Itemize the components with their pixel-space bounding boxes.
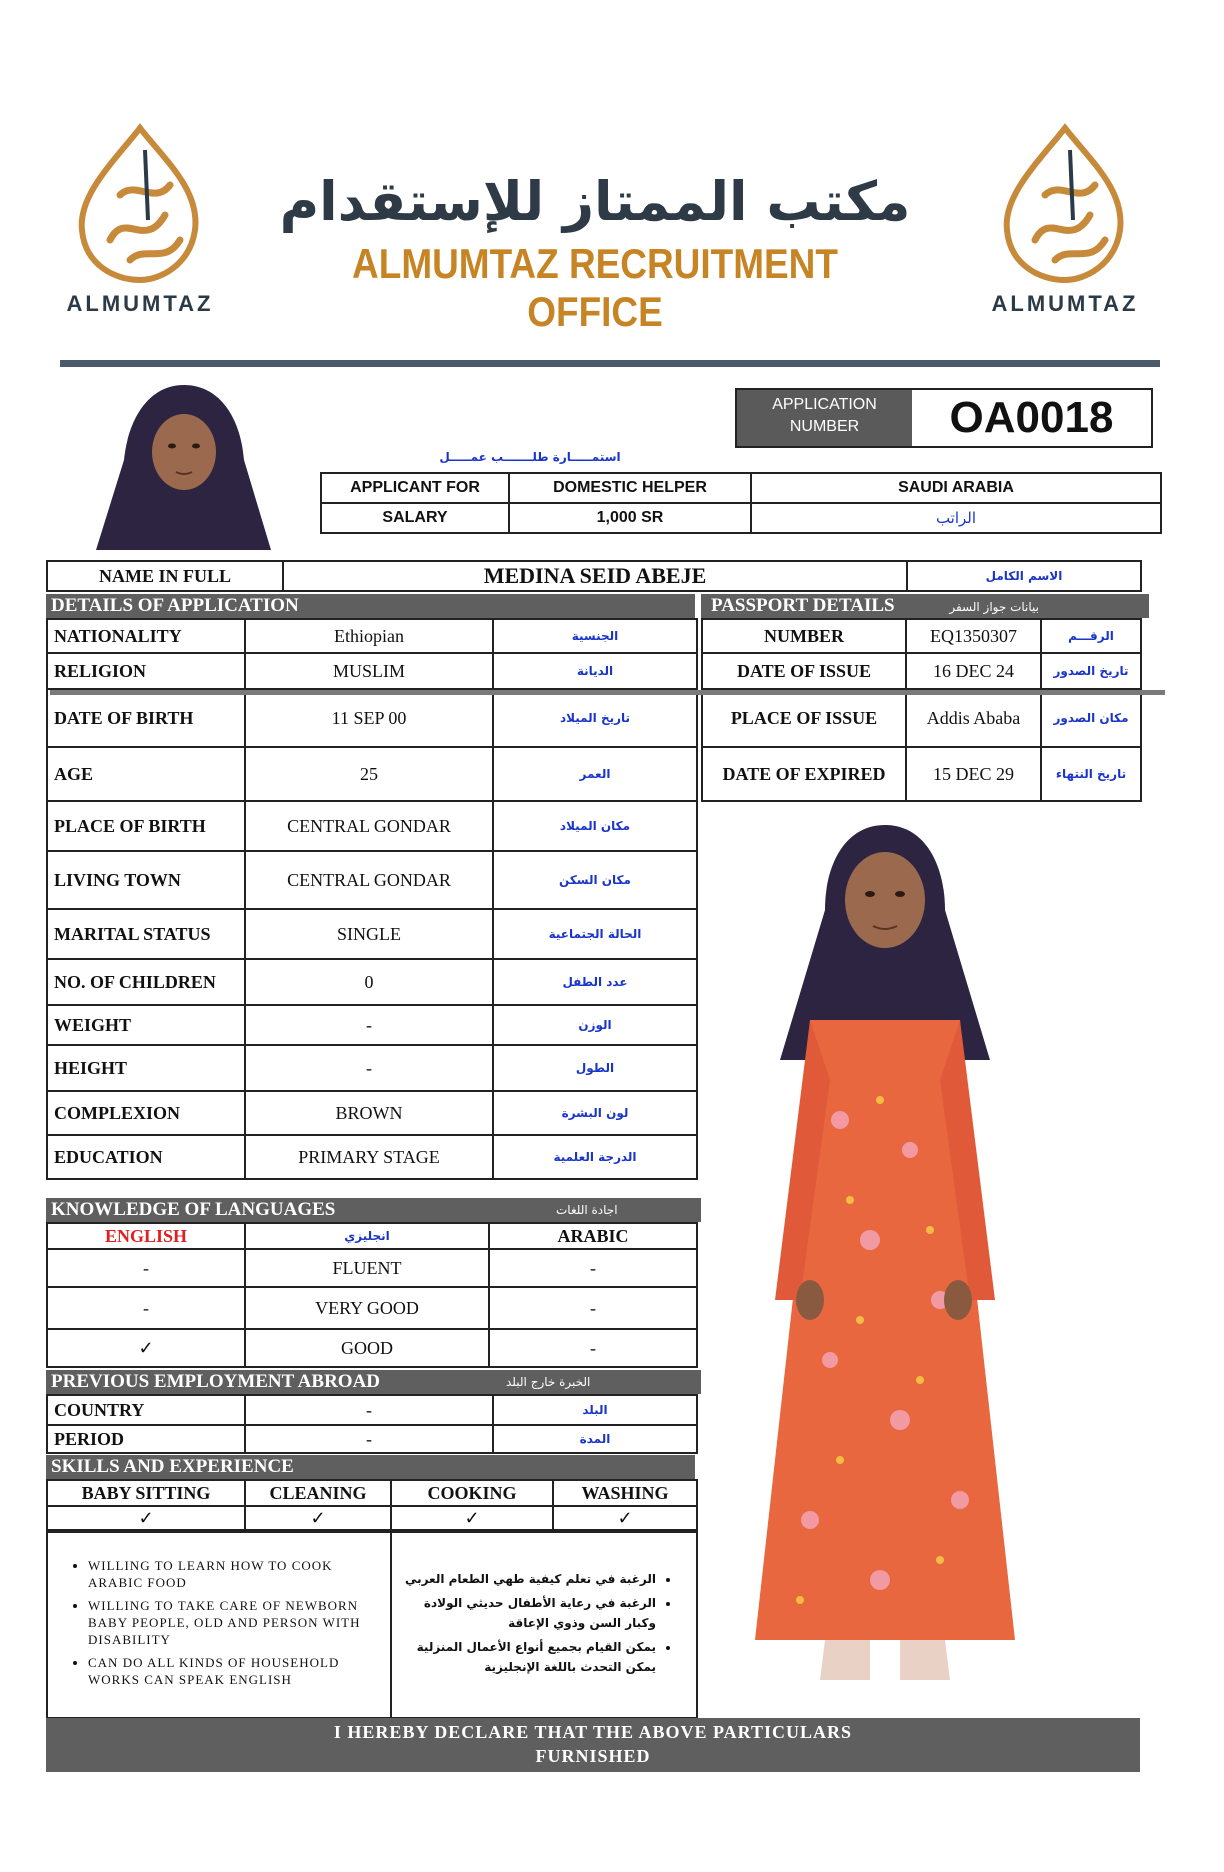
details-label: DATE OF BIRTH (47, 689, 245, 747)
details-value: SINGLE (245, 909, 493, 959)
name-label: NAME IN FULL (47, 561, 283, 591)
details-section-header: DETAILS OF APPLICATION (46, 594, 695, 618)
passport-label: DATE OF EXPIRED (702, 747, 906, 801)
details-value: CENTRAL GONDAR (245, 801, 493, 851)
salary-arabic: الراتب (751, 503, 1161, 533)
languages-header-row (47, 1223, 697, 1249)
applicant-for-table (320, 472, 1162, 534)
salary-row (321, 503, 1161, 533)
passport-label-arabic: مكان الصدور (1041, 689, 1141, 747)
full-name-value: MEDINA SEID ABEJE (283, 561, 907, 591)
details-row (47, 801, 697, 851)
details-label: EDUCATION (47, 1135, 245, 1179)
note-arabic-item: • يمكن القيام بجميع أنواع الأعمال المنزلية يمكن التحدث باللغة الإنجليزية (402, 1637, 656, 1677)
language-level-label: FLUENT (245, 1249, 489, 1287)
passport-section-header (701, 594, 1149, 618)
details-label: NATIONALITY (47, 619, 245, 653)
passport-row (702, 747, 1141, 801)
passport-row (702, 619, 1141, 653)
skills-section-header: SKILLS AND EXPERIENCE (46, 1455, 695, 1479)
passport-label-arabic: الرقـــم (1041, 619, 1141, 653)
applicant-for-value: DOMESTIC HELPER (509, 473, 751, 503)
details-label-arabic: مكان السكن (493, 851, 697, 909)
employment-section-title-arabic: الخبرة خارج البلد (506, 1375, 591, 1389)
details-value: 25 (245, 747, 493, 801)
employment-period-label: PERIOD (47, 1425, 245, 1453)
details-label: LIVING TOWN (47, 851, 245, 909)
skills-table (46, 1479, 698, 1531)
details-row (47, 747, 697, 801)
details-value: - (245, 1045, 493, 1091)
employment-country-value: - (245, 1395, 493, 1425)
details-row (47, 1045, 697, 1091)
passport-label: DATE OF ISSUE (702, 653, 906, 689)
details-label-arabic: عدد الطفل (493, 959, 697, 1005)
note-english-item: • WILLING TO LEARN HOW TO COOK ARABIC FOOD (88, 1557, 380, 1591)
details-row (47, 1091, 697, 1135)
applicant-for-row (321, 473, 1161, 503)
english-header-arabic: انجليزي (245, 1223, 489, 1249)
languages-section-header (46, 1198, 701, 1222)
details-row (47, 851, 697, 909)
passport-label: NUMBER (702, 619, 906, 653)
declaration-footer (46, 1718, 1140, 1772)
language-level-row (47, 1287, 697, 1329)
details-label-arabic: تاريخ الميلاد (493, 689, 697, 747)
employment-country-row (47, 1395, 697, 1425)
details-label-arabic: العمر (493, 747, 697, 801)
employment-table (46, 1394, 698, 1454)
header-divider (60, 360, 1160, 367)
skills-mark-row (47, 1506, 697, 1530)
applicant-for-label: APPLICANT FOR (321, 473, 509, 503)
arabic-level-mark: - (489, 1329, 697, 1367)
details-row (47, 653, 697, 689)
passport-section-title: PASSPORT DETAILS (711, 595, 895, 616)
name-label-arabic: الاسم الكامل (907, 561, 1141, 591)
skill-check-mark: ✓ (47, 1506, 245, 1530)
note-english-item: • WILLING TO TAKE CARE OF NEWBORN BABY PEOPLE, OLD AND PERSON WITH DISABILITY (88, 1597, 380, 1648)
skill-label: WASHING (553, 1480, 697, 1506)
salary-label: SALARY (321, 503, 509, 533)
employment-section-title: PREVIOUS EMPLOYMENT ABROAD (51, 1371, 381, 1392)
details-label-arabic: مكان الميلاد (493, 801, 697, 851)
details-label: COMPLEXION (47, 1091, 245, 1135)
application-number-box (735, 388, 1153, 448)
details-value: CENTRAL GONDAR (245, 851, 493, 909)
details-value: 0 (245, 959, 493, 1005)
notes-english-list (58, 1557, 380, 1688)
logo-brand-left: ALMUMTAZ (66, 291, 214, 316)
section-divider (50, 690, 1165, 695)
details-value: BROWN (245, 1091, 493, 1135)
office-title-arabic: مكتب الممتاز للإستقدام (279, 170, 911, 233)
languages-table (46, 1222, 698, 1368)
form-title-arabic: استمـــــارة طلـــــــب عمـــــل (439, 450, 621, 464)
details-label-arabic: الوزن (493, 1005, 697, 1045)
notes-arabic-list (402, 1569, 686, 1677)
language-level-row (47, 1249, 697, 1287)
language-level-row (47, 1329, 697, 1367)
skill-label: COOKING (391, 1480, 553, 1506)
language-level-label: VERY GOOD (245, 1287, 489, 1329)
details-label-arabic: الديانة (493, 653, 697, 689)
details-label: PLACE OF BIRTH (47, 801, 245, 851)
notes-arabic-cell (391, 1532, 697, 1718)
passport-value: 15 DEC 29 (906, 747, 1041, 801)
employment-period-value: - (245, 1425, 493, 1453)
employment-country-arabic: البلد (493, 1395, 697, 1425)
details-label-arabic: الدرجة العلمية (493, 1135, 697, 1179)
application-number-value: OA0018 (949, 393, 1114, 442)
skills-label-row (47, 1480, 697, 1506)
notes-english-cell (47, 1532, 391, 1718)
english-level-mark: - (47, 1249, 245, 1287)
application-number-label: APPLICATION NUMBER (737, 390, 912, 446)
calligraphy-emblem-icon (70, 120, 210, 285)
details-label-arabic: لون البشرة (493, 1091, 697, 1135)
languages-section-title: KNOWLEDGE OF LANGUAGES (51, 1199, 336, 1220)
passport-table (701, 618, 1142, 802)
details-value: PRIMARY STAGE (245, 1135, 493, 1179)
passport-label-arabic: تاريخ النتهاء (1041, 747, 1141, 801)
details-row (47, 909, 697, 959)
details-label-arabic: الطول (493, 1045, 697, 1091)
declaration-line-2: FURNISHED (535, 1746, 651, 1766)
details-label: HEIGHT (47, 1045, 245, 1091)
applicant-full-body-photo (740, 820, 1030, 1700)
passport-value: Addis Ababa (906, 689, 1041, 747)
logo-right (975, 120, 1155, 320)
details-value: MUSLIM (245, 653, 493, 689)
details-value: - (245, 1005, 493, 1045)
arabic-header: ARABIC (489, 1223, 697, 1249)
details-label-arabic: الجنسية (493, 619, 697, 653)
details-label-arabic: الحالة الجتماعية (493, 909, 697, 959)
skill-check-mark: ✓ (245, 1506, 391, 1530)
employment-period-row (47, 1425, 697, 1453)
details-label: MARITAL STATUS (47, 909, 245, 959)
calligraphy-emblem-icon (995, 120, 1135, 285)
english-header: ENGLISH (47, 1223, 245, 1249)
details-label: WEIGHT (47, 1005, 245, 1045)
passport-row (702, 689, 1141, 747)
details-row (47, 689, 697, 747)
details-table (46, 618, 698, 1180)
skill-check-mark: ✓ (553, 1506, 697, 1530)
passport-row (702, 653, 1141, 689)
skill-label: BABY SITTING (47, 1480, 245, 1506)
details-row (47, 1005, 697, 1045)
office-title-english: ALMUMTAZ RECRUITMENT OFFICE (352, 240, 838, 335)
note-arabic-item: • الرغبة في تعلم كيفية طهي الطعام العربي (402, 1569, 656, 1589)
details-row (47, 619, 697, 653)
details-label: RELIGION (47, 653, 245, 689)
salary-value: 1,000 SR (509, 503, 751, 533)
arabic-level-mark: - (489, 1249, 697, 1287)
name-table (46, 560, 1142, 592)
employment-section-header (46, 1370, 701, 1394)
details-label: AGE (47, 747, 245, 801)
details-label: NO. OF CHILDREN (47, 959, 245, 1005)
note-english-item: • CAN DO ALL KINDS OF HOUSEHOLD WORKS CAN SPEAK ENGLISH (88, 1654, 380, 1688)
skill-check-mark: ✓ (391, 1506, 553, 1530)
skill-label: CLEANING (245, 1480, 391, 1506)
details-row (47, 959, 697, 1005)
employment-period-arabic: المدة (493, 1425, 697, 1453)
skills-notes-table (46, 1531, 698, 1719)
passport-value: EQ1350307 (906, 619, 1041, 653)
languages-section-title-arabic: اجادة اللغات (556, 1203, 618, 1217)
logo-brand-right: ALMUMTAZ (991, 291, 1139, 316)
english-level-mark: ✓ (47, 1329, 245, 1367)
language-level-label: GOOD (245, 1329, 489, 1367)
logo-left (50, 120, 230, 320)
details-row (47, 1135, 697, 1179)
employment-country-label: COUNTRY (47, 1395, 245, 1425)
english-level-mark: - (47, 1287, 245, 1329)
details-value: 11 SEP 00 (245, 689, 493, 747)
destination-country: SAUDI ARABIA (751, 473, 1161, 503)
passport-section-title-arabic: بيانات جواز السفر (949, 600, 1040, 614)
passport-label: PLACE OF ISSUE (702, 689, 906, 747)
applicant-portrait-photo (96, 380, 272, 550)
note-arabic-item: • الرغبة في رعاية الأطفال حديثي الولادة وكبار السن وذوي الإعاقة (402, 1593, 656, 1633)
declaration-line-1: I HEREBY DECLARE THAT THE ABOVE PARTICULARS (333, 1722, 853, 1742)
details-value: Ethiopian (245, 619, 493, 653)
passport-value: 16 DEC 24 (906, 653, 1041, 689)
passport-label-arabic: تاريخ الصدور (1041, 653, 1141, 689)
arabic-level-mark: - (489, 1287, 697, 1329)
